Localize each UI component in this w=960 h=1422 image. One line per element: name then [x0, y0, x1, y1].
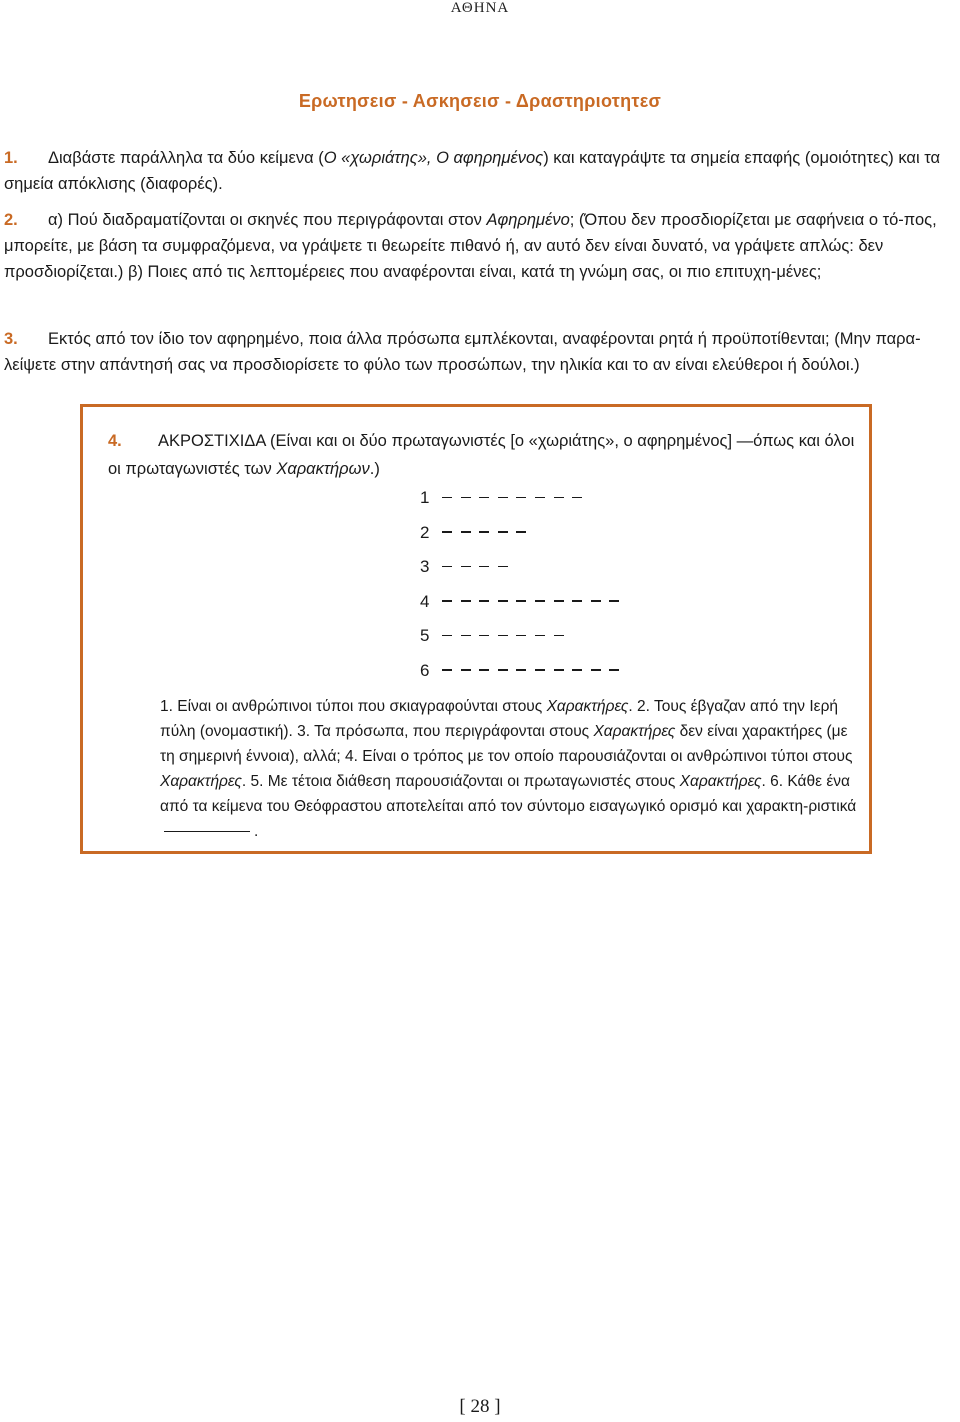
letter-blank: [516, 600, 526, 602]
letter-blank: [442, 531, 452, 533]
running-head: ΑΘΗΝΑ: [450, 0, 510, 16]
acrostic-row-6: [420, 658, 628, 684]
acrostic-row-number: 2: [420, 522, 430, 542]
letter-blank: [554, 497, 564, 499]
acrostic-row-2: [420, 520, 535, 546]
acrostic-row-3: [420, 554, 516, 580]
letter-blank: [461, 635, 471, 637]
letter-blank: [498, 600, 508, 602]
letter-blank: [479, 600, 489, 602]
acrostic-row-1: [420, 485, 591, 511]
letter-blank: [442, 669, 452, 671]
acrostic-row-number: 1: [420, 488, 430, 507]
letter-blank: [516, 497, 526, 499]
question-3: [4, 326, 956, 378]
letter-blank: [479, 669, 489, 671]
letter-blank: [535, 497, 545, 499]
letter-blank: [442, 566, 452, 568]
letter-blank: [554, 669, 564, 671]
letter-blank: [572, 600, 582, 602]
question-2: [4, 207, 956, 285]
letter-blank: [535, 600, 545, 602]
acrostic-row-5: [420, 623, 572, 649]
acrostic-row-number: 4: [420, 591, 430, 611]
letter-blank: [442, 600, 452, 602]
acrostic-row-number: 5: [420, 626, 430, 645]
letter-blank: [479, 566, 489, 568]
letter-blank: [498, 635, 508, 637]
letter-blank: [535, 669, 545, 671]
letter-blank: [498, 531, 508, 533]
letter-blank: [479, 497, 489, 499]
question-number: 1.: [4, 149, 18, 167]
section-title: Ερωτησεισ - Ασκησεισ - Δραστηριοτητεσ: [298, 91, 662, 111]
letter-blank: [498, 497, 508, 499]
page-number: [ 28 ]: [459, 1396, 501, 1417]
letter-blank: [516, 635, 526, 637]
letter-blank: [609, 669, 619, 671]
letter-blank: [461, 600, 471, 602]
letter-blank: [442, 635, 452, 637]
letter-blank: [498, 566, 508, 568]
question-text: α) Πού διαδραματίζονται οι σκηνές που περιγράφονται στον Αφηρημένο; (Όπου δεν προσδιορίζεται με σαφήνεια ο τό-πος, μπορείτε, με βάση τα συμφραζόμενα, να γράψετε τι θεωρείτε πιθανό ή, αν αυτό δεν είναι δυνατό, να γράψετε απλώς: δεν προσδιορίζεται.) β) Ποιες από τις λεπτομέρειες που αναφέρονται είναι, κατά τη γνώμη σας, οι πιο επιτυχη-μένες;: [4, 211, 937, 281]
letter-blank: [498, 669, 508, 671]
letter-blank: [516, 531, 526, 533]
question-text: Διαβάστε παράλληλα τα δύο κείμενα (Ο «χωριάτης», Ο αφηρημένος) και καταγράψτε τα σημεία επαφής (ομοιότητες) και τα σημεία απόκλισης (διαφορές).: [4, 149, 941, 193]
letter-blank: [535, 635, 545, 637]
acrostic-box: [80, 404, 872, 854]
letter-blank: [461, 669, 471, 671]
acrostic-row-number: 3: [420, 557, 430, 576]
question-number: 4.: [108, 432, 122, 450]
letter-blank: [461, 566, 471, 568]
letter-blank: [516, 669, 526, 671]
letter-blank: [479, 531, 489, 533]
acrostic-clues: 1. Είναι οι ανθρώπινοι τύποι που σκιαγραφούνται στους Χαρακτήρες. 2. Τους έβγαζαν από την Ιερή πύλη (ονομαστική). 3. Τα πρόσωπα, που περιγράφονται στους Χαρακτήρες δεν είναι χαρακτήρες (με τη σημερινή έννοια), αλλά; 4. Είναι ο τρόπος με τον οποίο παρουσιάζονται οι ανθρώπινοι τύποι στους Χαρακτήρες. 5. Με τέτοια διάθεση παρουσιάζονται οι πρωταγωνιστές στους Χαρακτήρες. 6. Κάθε ένα από τα κείμενα του Θεόφραστου αποτελείται από τον σύντομο εισαγωγικό ορισμό και χαρακτη-ριστικά.: [160, 698, 857, 840]
letter-blank: [609, 600, 619, 602]
letter-blank: [591, 669, 601, 671]
question-1: [4, 145, 956, 197]
letter-blank: [572, 497, 582, 499]
letter-blank: [461, 531, 471, 533]
acrostic-intro: 4. ΑΚΡΟΣΤΙΧΙΔΑ (Είναι και οι δύο πρωταγωνιστές [ο «χωριάτης», ο αφηρημένος] —όπως και όλοι οι πρωταγωνιστές των Χαρακτήρων.): [108, 427, 868, 483]
letter-blank: [572, 669, 582, 671]
letter-blank: [554, 635, 564, 637]
question-number: 2.: [4, 211, 18, 229]
letter-blank: [461, 497, 471, 499]
question-number: 3.: [4, 330, 18, 348]
answer-blank: [164, 831, 250, 832]
letter-blank: [442, 497, 452, 499]
acrostic-row-4: [420, 589, 628, 615]
letter-blank: [479, 635, 489, 637]
question-text: Εκτός από τον ίδιο τον αφηρημένο, ποια άλλα πρόσωπα εμπλέκονται, αναφέρονται ρητά ή προϋποτίθενται; (Μην παρα-λείψετε στην απάντησή σας να προσδιορίσετε το φύλο των προσώπων, την ηλικία και το αν είναι ελεύθεροι ή δούλοι.): [4, 330, 921, 374]
acrostic-row-number: 6: [420, 660, 430, 680]
letter-blank: [554, 600, 564, 602]
letter-blank: [591, 600, 601, 602]
